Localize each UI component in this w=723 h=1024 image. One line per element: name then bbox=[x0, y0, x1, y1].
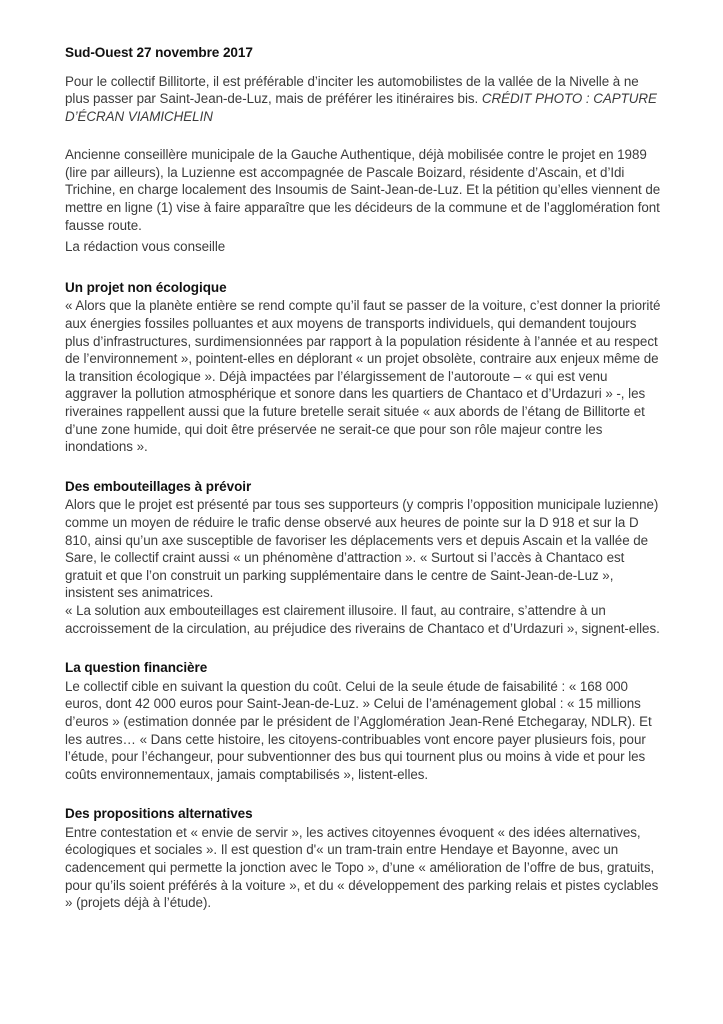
section-un-projet-non-ecologique bbox=[65, 279, 661, 456]
section-heading: Un projet non écologique bbox=[65, 279, 227, 295]
section-des-embouteillages-a-prevoir bbox=[65, 478, 661, 637]
section-heading: Des embouteillages à prévoir bbox=[65, 478, 252, 494]
section-paragraph: Alors que le projet est présenté par tous ses supporteurs (y compris l’opposition municipale luzienne) comme un moyen de réduire le trafic dense observé aux heures de pointe sur la D 918 et sur la D 810, ainsi qu’un axe susceptible de favoriser les déplacements vers et depuis Ascain et la vallée de Sare, le collectif craint aussi « un phénomène d’attraction ». « Surtout si l’accès à Chantaco est gratuit et que l’on construit un parking supplémentaire dans le centre de Saint-Jean-de-Luz », insistent ses animatrices. bbox=[65, 497, 659, 601]
section-paragraph: « Alors que la planète entière se rend compte qu’il faut se passer de la voiture, c’est donner la priorité aux énergies fossiles polluantes et aux moyens de transports individuels, qui demandent toujours plus d’infrastructures, surdimensionnées par rapport à la population résidente à l’année et au respect de l’environnement », pointent-elles en déplorant « un projet obsolète, contraire aux enjeux même de la transition écologique ». Déjà impactées par l’élargissement de l’autoroute – « qui est venu aggraver la pollution atmosphérique et sonore dans les quartiers de Chantaco et d’Urdazuri » -, les riveraines rappellent aussi que la future bretelle serait située « aux abords de l’étang de Billitorte et d’une zone humide, qui doit être préservée ne serait-ce que pour son rôle majeur contre les inondations ». bbox=[65, 298, 661, 455]
section-paragraph: Le collectif cible en suivant la question du coût. Celui de la seule étude de faisabilité : « 168 000 euros, dont 42 000 euros pour Saint-Jean-de-Luz. » Celui de l’aménagement global : « 15 millions d’euros » (estimation donnée par le président de l’Agglomération Jean-René Etchegaray, NDLR). Et les autres… « Dans cette histoire, les citoyens-contribuables vont encore payer plusieurs fois, pour l’étude, pour l’échangeur, pour subventionner des bus qui tournent plus ou moins à vide et pour les coûts environnementaux, jamais comptabilisés », listent-elles. bbox=[65, 678, 652, 782]
section-des-propositions-alternatives bbox=[65, 805, 661, 912]
photo-caption-text: Pour le collectif Billitorte, il est préférable d’inciter les automobilistes de la vallée de la Nivelle à ne plus passer par Saint-Jean-de-Luz, mais de préférer les itinéraires bis. bbox=[65, 73, 639, 107]
section-la-question-financiere bbox=[65, 659, 661, 783]
section-heading: Des propositions alternatives bbox=[65, 806, 253, 822]
section-paragraph: Entre contestation et « envie de servir », les actives citoyennes évoquent « des idées alternatives, écologiques et sociales ». Il est question d'« un tram-train entre Hendaye et Bayonne, avec un cadencement qui permette la jonction avec le Topo », d’une « amélioration de l’offre de bus, gratuits, pour qu’ils soient préférés à la voiture », et du « développement des parking relais et pistes cyclables » (projets déjà à l’étude). bbox=[65, 824, 659, 911]
photo-credit: CRÉDIT PHOTO : CAPTURE D’ÉCRAN VIAMICHELIN bbox=[65, 91, 657, 124]
photo-caption-block bbox=[65, 73, 661, 126]
section-paragraph: « La solution aux embouteillages est clairement illusoire. Il faut, au contraire, s’attendre à un accroissement de la circulation, au préjudice des riverains de Chantaco et d’Urdazuri », signent-elles. bbox=[65, 602, 660, 636]
section-body bbox=[65, 496, 661, 637]
article bbox=[65, 44, 661, 912]
section-body bbox=[65, 297, 661, 455]
intro-paragraph: Ancienne conseillère municipale de la Gauche Authentique, déjà mobilisée contre le projet en 1989 (lire par ailleurs), la Luzienne est accompagnée de Pascale Boizard, résidente d’Ascain, et d’Idi Trichine, en charge localement des Insoumis de Saint-Jean-de-Luz. Et la pétition qu’elles viennent de mettre en ligne (1) vise à faire apparaître que les décideurs de la commune et de l’agglomération font fausse route. bbox=[65, 147, 661, 233]
section-body bbox=[65, 678, 661, 784]
section-heading: La question financière bbox=[65, 660, 208, 676]
article-title: Sud-Ouest 27 novembre 2017 bbox=[65, 45, 253, 60]
section-body bbox=[65, 824, 661, 912]
intro-block bbox=[65, 146, 661, 234]
editorial-recommendation: La rédaction vous conseille bbox=[65, 239, 226, 255]
photo-caption bbox=[65, 73, 661, 126]
